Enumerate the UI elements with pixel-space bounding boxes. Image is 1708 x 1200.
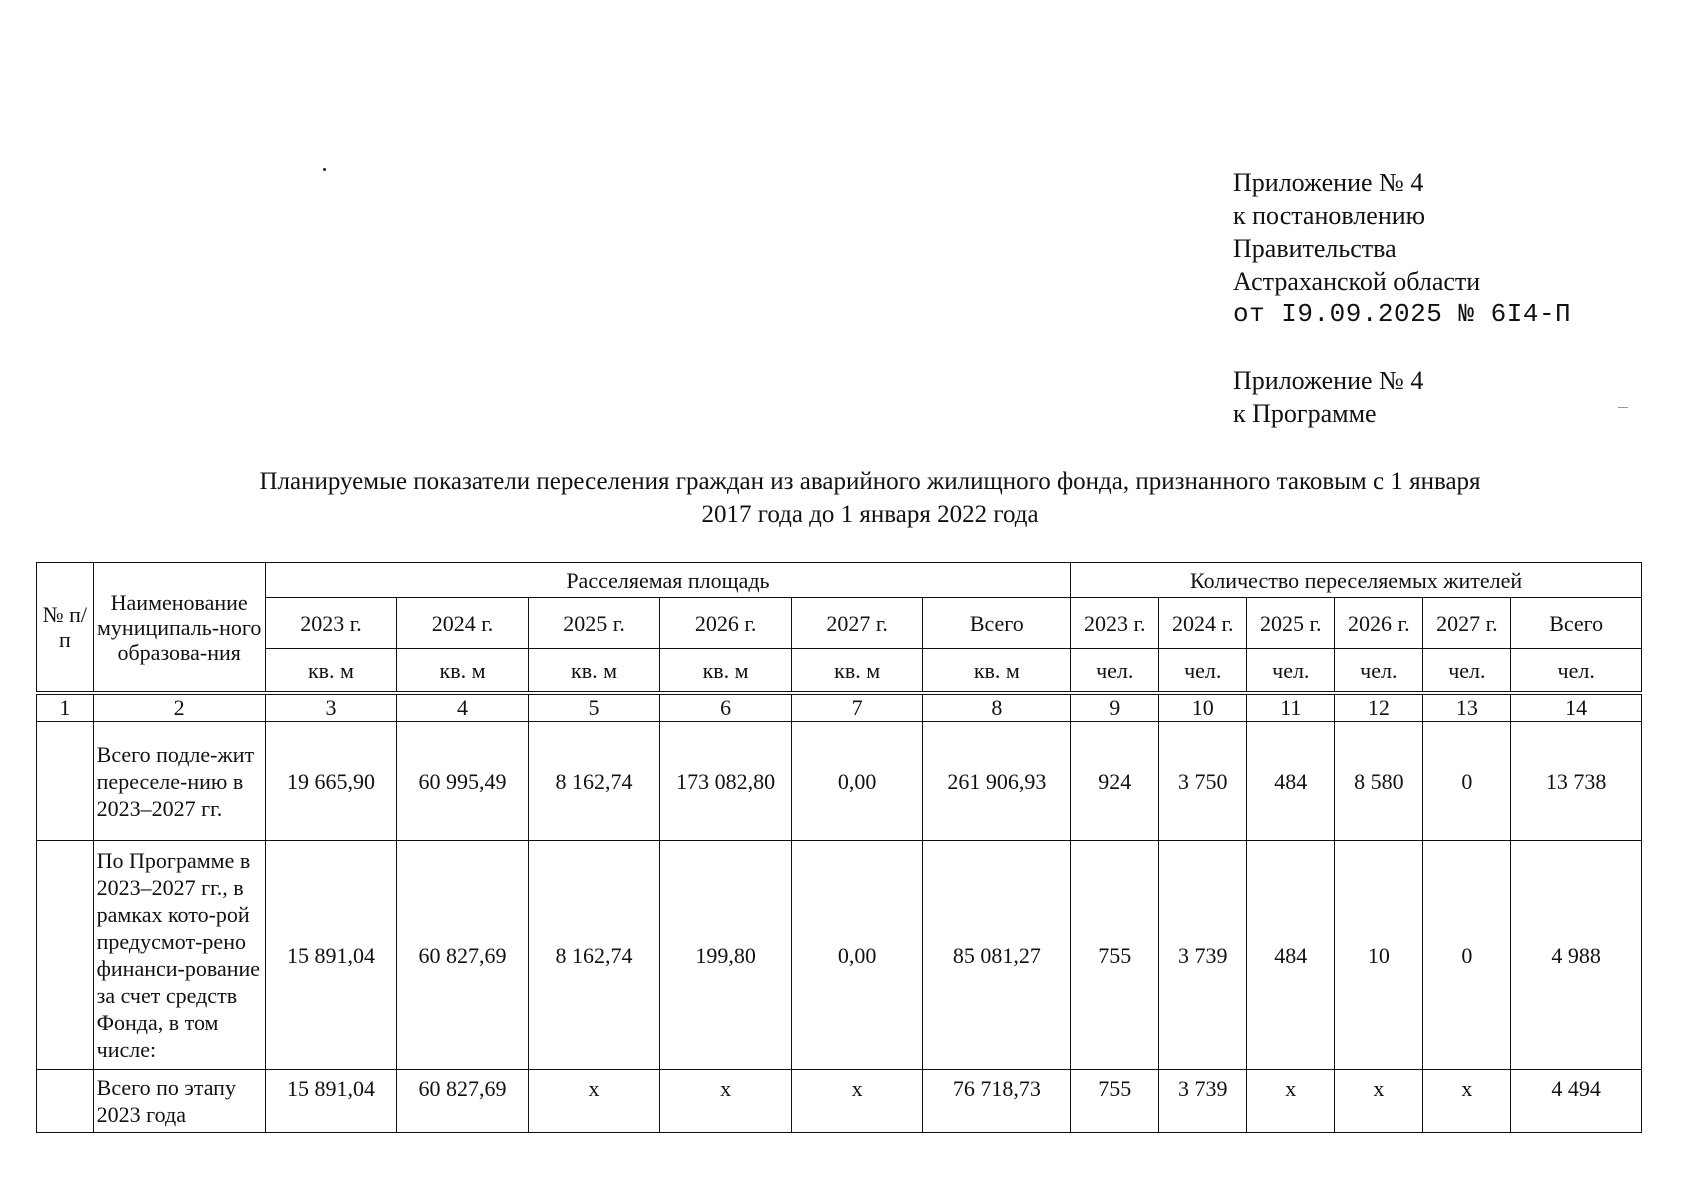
header-year: 2026 г.: [660, 598, 792, 649]
area-2026: 173 082,80: [660, 722, 792, 841]
header-unit: чел.: [1335, 649, 1423, 694]
header-unit: кв. м: [791, 649, 923, 694]
residents-2025: 484: [1247, 841, 1335, 1070]
residents-2023: 755: [1071, 841, 1159, 1070]
header-year: 2023 г.: [265, 598, 397, 649]
program-attachment-line: Приложение № 4: [1233, 366, 1424, 395]
area-2025: х: [528, 1070, 660, 1133]
header-year: 2027 г.: [1423, 598, 1511, 649]
header-unit: чел.: [1247, 649, 1335, 694]
table-row-total-subject: [37, 722, 1642, 841]
residents-2026: 8 580: [1335, 722, 1423, 841]
residents-2025: х: [1247, 1070, 1335, 1133]
header-unit: чел.: [1511, 649, 1642, 694]
area-2026: х: [660, 1070, 792, 1133]
residents-total: 4 988: [1511, 841, 1642, 1070]
approval-stamp-block: [1233, 166, 1571, 430]
column-number: 14: [1511, 693, 1642, 722]
column-number: 3: [265, 693, 397, 722]
header-num: № п/п: [37, 563, 94, 694]
residents-2024: 3 750: [1159, 722, 1247, 841]
header-row-units: [37, 649, 1642, 694]
area-2025: 8 162,74: [528, 841, 660, 1070]
header-unit: чел.: [1159, 649, 1247, 694]
header-year: 2024 г.: [1159, 598, 1247, 649]
resettlement-indicators-table: [36, 562, 1642, 1133]
column-number: 11: [1247, 693, 1335, 722]
residents-2027: 0: [1423, 722, 1511, 841]
column-number: 1: [37, 693, 94, 722]
residents-2024: 3 739: [1159, 841, 1247, 1070]
program-attachment-line: к Программе: [1233, 399, 1377, 428]
column-number: 8: [923, 693, 1071, 722]
header-residents-group: Количество переселяемых жителей: [1071, 563, 1642, 598]
area-2023: 15 891,04: [265, 841, 397, 1070]
area-2024: 60 827,69: [397, 1070, 529, 1133]
area-2027: 0,00: [791, 841, 923, 1070]
header-total: Всего: [1511, 598, 1642, 649]
header-year: 2023 г.: [1071, 598, 1159, 649]
row-name: По Программе в 2023–2027 гг., в рамках кото-рой предусмот-рено финанси-рование за счет средств Фонда, в том числе:: [93, 841, 265, 1070]
approval-line: к постановлению: [1233, 201, 1426, 230]
header-unit: кв. м: [923, 649, 1071, 694]
column-number-row: [37, 693, 1642, 722]
scan-mark: [1618, 407, 1628, 408]
header-unit: кв. м: [528, 649, 660, 694]
row-name: Всего по этапу 2023 года: [93, 1070, 265, 1133]
area-2023: 15 891,04: [265, 1070, 397, 1133]
header-row-groups: [37, 563, 1642, 598]
header-row-years: [37, 598, 1642, 649]
residents-2027: 0: [1423, 841, 1511, 1070]
column-number: 5: [528, 693, 660, 722]
area-2025: 8 162,74: [528, 722, 660, 841]
header-name: Наименование муниципаль-ного образова-ния: [93, 563, 265, 694]
approval-line: Астраханской области: [1233, 267, 1481, 296]
area-2027: 0,00: [791, 722, 923, 841]
header-total: Всего: [923, 598, 1071, 649]
column-number: 9: [1071, 693, 1159, 722]
header-area-group: Расселяемая площадь: [265, 563, 1071, 598]
scan-speck: [323, 168, 326, 171]
row-num: [37, 722, 94, 841]
document-title: [120, 465, 1620, 531]
column-number: 2: [93, 693, 265, 722]
header-year: 2027 г.: [791, 598, 923, 649]
area-2024: 60 827,69: [397, 841, 529, 1070]
approval-line: Правительства: [1233, 234, 1397, 263]
column-number: 4: [397, 693, 529, 722]
header-year: 2026 г.: [1335, 598, 1423, 649]
row-name: Всего подле-жит переселе-нию в 2023–2027 гг.: [93, 722, 265, 841]
column-number: 7: [791, 693, 923, 722]
row-num: [37, 1070, 94, 1133]
header-year: 2025 г.: [528, 598, 660, 649]
document-title-line2: 2017 года до 1 января 2022 года: [701, 501, 1039, 528]
column-number: 10: [1159, 693, 1247, 722]
area-2023: 19 665,90: [265, 722, 397, 841]
residents-2025: 484: [1247, 722, 1335, 841]
area-2026: 199,80: [660, 841, 792, 1070]
table-row-stage-2023: [37, 1070, 1642, 1133]
header-unit: кв. м: [265, 649, 397, 694]
row-num: [37, 841, 94, 1070]
column-number: 13: [1423, 693, 1511, 722]
header-unit: чел.: [1423, 649, 1511, 694]
residents-2027: х: [1423, 1070, 1511, 1133]
column-number: 6: [660, 693, 792, 722]
area-2024: 60 995,49: [397, 722, 529, 841]
area-total: 76 718,73: [923, 1070, 1071, 1133]
header-unit: кв. м: [397, 649, 529, 694]
residents-2023: 755: [1071, 1070, 1159, 1133]
approval-date: от I9.09.2025 № 6I4-П: [1233, 299, 1572, 329]
table-row-program: [37, 841, 1642, 1070]
residents-2026: 10: [1335, 841, 1423, 1070]
document-title-line1: Планируемые показатели переселения граждан из аварийного жилищного фонда, признанного таковым с 1 января: [259, 468, 1481, 495]
header-unit: чел.: [1071, 649, 1159, 694]
area-total: 85 081,27: [923, 841, 1071, 1070]
header-unit: кв. м: [660, 649, 792, 694]
area-2027: х: [791, 1070, 923, 1133]
residents-total: 13 738: [1511, 722, 1642, 841]
column-number: 12: [1335, 693, 1423, 722]
residents-2026: х: [1335, 1070, 1423, 1133]
residents-total: 4 494: [1511, 1070, 1642, 1133]
approval-line: Приложение № 4: [1233, 168, 1424, 197]
residents-2024: 3 739: [1159, 1070, 1247, 1133]
area-total: 261 906,93: [923, 722, 1071, 841]
header-year: 2024 г.: [397, 598, 529, 649]
header-year: 2025 г.: [1247, 598, 1335, 649]
residents-2023: 924: [1071, 722, 1159, 841]
